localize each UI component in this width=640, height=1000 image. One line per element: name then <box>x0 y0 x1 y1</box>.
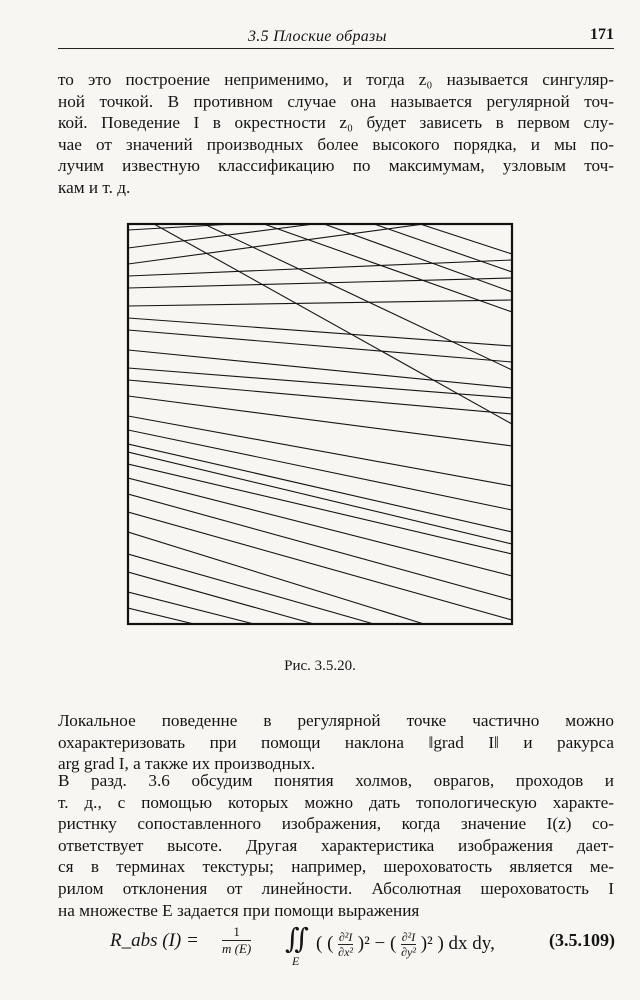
text-line: ной точкой. В противном случае она называется регулярной точ- <box>58 91 614 111</box>
fraction-denominator: m (E) <box>222 941 252 956</box>
text-line: arg grad I, а также их производных. <box>58 754 316 774</box>
double-integral-sign: ∬ <box>285 924 309 955</box>
paragraph-1 <box>58 69 614 199</box>
paragraph-3 <box>58 770 614 921</box>
text-line: то это построение неприменимо, и тогда z₀ называется сингуляр- <box>58 70 614 89</box>
text-line: кой. Поведение I в окрестности z₀ будет зависеть в первом слу- <box>58 113 614 133</box>
formula-integrand <box>316 930 495 959</box>
text-line: кам и т. д. <box>58 177 131 197</box>
running-header <box>58 26 614 49</box>
text-line: на множестве E задается при помощи выражения <box>58 900 420 920</box>
derivative-numerator: ∂²I <box>338 930 353 944</box>
text-line: В разд. 3.6 обсудим понятия холмов, оврагов, проходов и <box>58 771 614 790</box>
text-line: т. д., с помощью которых можно дать топологическую характе- <box>58 792 614 812</box>
text-line: охарактеризовать при помощи наклона ‖grad I‖ и ракурса <box>58 732 614 752</box>
derivative-denominator: ∂x² <box>338 945 354 959</box>
text-line: Локальное поведенне в регулярной точке частично можно <box>58 711 614 730</box>
paragraph-2 <box>58 710 614 775</box>
text-line: лучим известную классификацию по максимумам, узловым точ- <box>58 156 614 176</box>
derivative-numerator: ∂²I <box>401 930 416 944</box>
figure-caption: Рис. 3.5.20. <box>284 658 356 674</box>
text-line: ся в терминах текстуры; например, шероховатость является ме- <box>58 857 614 877</box>
second-derivative-y <box>401 930 416 959</box>
figure-diagonal-lines <box>124 220 516 628</box>
line-pattern-figure <box>124 220 516 628</box>
figure-frame <box>128 224 512 624</box>
text-line: рилом отклонения от линейности. Абсолютная шероховатость I <box>58 878 614 898</box>
text-line: ристнку сопоставленного изображения, когда значение I(z) со- <box>58 814 614 834</box>
integrand-close: )² ) dx dy, <box>420 932 495 954</box>
page-number: 171 <box>590 26 614 43</box>
formula-fraction <box>222 924 251 957</box>
fraction-numerator: 1 <box>222 924 251 941</box>
diagonal-lines <box>128 224 512 624</box>
integral-domain: E <box>292 954 300 968</box>
integrand-open: ( ( <box>316 932 334 954</box>
derivative-denominator: ∂y² <box>401 945 416 959</box>
formula-lhs: R_abs (I) = <box>110 930 199 951</box>
second-derivative-x <box>338 930 353 959</box>
text-line: чае от значений производных более высокого порядка, и мы по- <box>58 134 614 154</box>
text-line: ответствует высоте. Другая характеристика изображения дает- <box>58 835 614 855</box>
equation-number: (3.5.109) <box>549 930 615 950</box>
section-title: 3.5 Плоские образы <box>248 28 387 45</box>
integrand-middle: )² − ( <box>357 932 397 954</box>
equation-3-5-109 <box>110 918 615 974</box>
